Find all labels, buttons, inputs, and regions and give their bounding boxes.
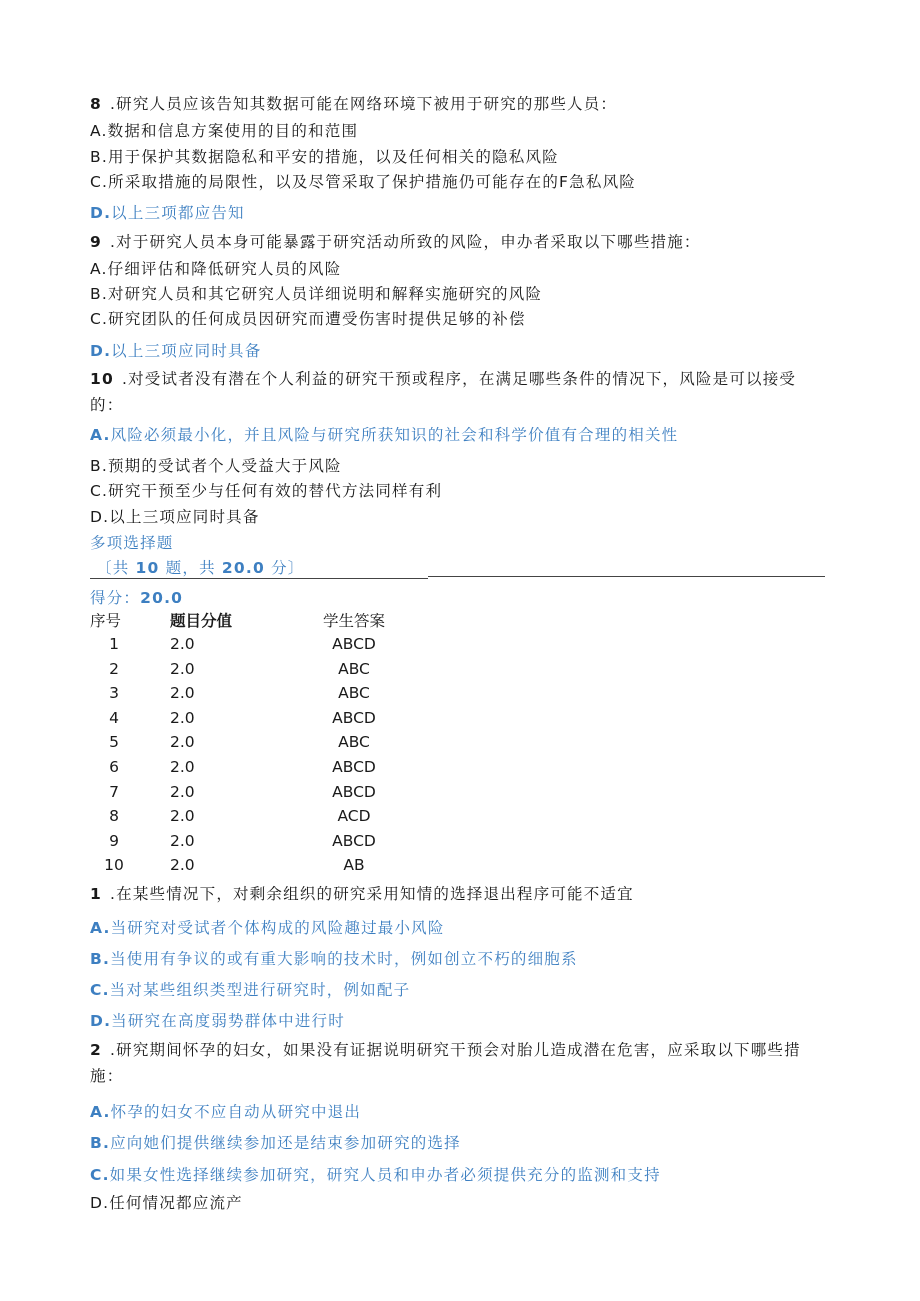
table-row [90, 758, 490, 780]
row-score: 2.0 [170, 659, 195, 678]
option-key: C. [90, 981, 110, 999]
question-text: .对受试者没有潜在个人利益的研究干预或程序，在满足哪些条件的情况下，风险是可以接受的： [90, 370, 797, 414]
row-score: 2.0 [170, 782, 195, 801]
table-row [90, 783, 490, 805]
row-answer: ABC [338, 733, 370, 752]
total-score: 20.0 [221, 559, 265, 577]
score-line [90, 586, 183, 608]
row-seq: 8 [109, 807, 119, 826]
answer-option-a [90, 423, 678, 445]
question-9 [90, 230, 701, 252]
row-score: 2.0 [170, 684, 195, 703]
option-text: 以上三项都应告知 [111, 204, 245, 222]
row-score: 2.0 [170, 831, 195, 850]
row-answer: ABCD [332, 758, 376, 776]
row-seq: 3 [109, 684, 119, 703]
row-seq: 2 [109, 659, 119, 678]
answer-option-d [90, 201, 245, 223]
question-number: 1 [90, 885, 102, 903]
question-number: 8 [90, 95, 102, 113]
table-row [90, 684, 490, 706]
option-a: A.仔细评估和降低研究人员的风险 [90, 260, 342, 278]
option-c: C.研究团队的任何成员因研究而遭受伤害时提供足够的补偿 [90, 310, 526, 328]
row-score: 2.0 [170, 635, 195, 653]
option-b: B.对研究人员和其它研究人员详细说明和解释实施研究的风险 [90, 285, 543, 303]
option-text: 风险必须最小化，并且风险与研究所获知识的社会和科学价值有合理的相关性 [110, 426, 679, 444]
score-value: 20.0 [140, 589, 184, 607]
table-row [90, 709, 490, 731]
row-score: 2.0 [170, 807, 195, 826]
question-text: .研究期间怀孕的妇女，如果没有证据说明研究干预会对胎儿造成潜在危害，应采取以下哪些措施： [90, 1041, 801, 1085]
option-text: 当对某些组织类型进行研究时，例如配子 [109, 981, 411, 999]
option-key: A. [90, 919, 111, 937]
row-answer: ABC [338, 659, 370, 678]
question-8 [90, 92, 617, 114]
option-c: C.所采取措施的局限性，以及尽管采取了保护措施仍可能存在的F急私风险 [90, 173, 636, 191]
row-answer: ABCD [332, 635, 376, 653]
option-text: 以上三项应同时具备 [111, 342, 262, 360]
option-key: D. [90, 1012, 112, 1030]
question-10 [90, 366, 820, 418]
table-header [90, 609, 490, 631]
row-seq: 5 [109, 733, 119, 752]
question-text: .在某些情况下，对剩余组织的研究采用知情的选择退出程序可能不适宜 [110, 885, 634, 903]
answer-option-a [90, 1100, 361, 1122]
option-text: 当使用有争议的或有重大影响的技术时，例如创立不朽的细胞系 [110, 950, 578, 968]
option-b: B.用于保护其数据隐私和平安的措施，以及任何相关的隐私风险 [90, 148, 559, 166]
header-answer: 学生答案 [322, 612, 385, 630]
section-subtitle [96, 556, 305, 578]
answer-option-c [90, 978, 410, 1000]
section-title: 多项选择题 [90, 534, 174, 552]
option-key: C. [90, 1166, 110, 1184]
subtitle-prefix: 〔共 [96, 559, 130, 577]
option-d: D.以上三项应同时具备 [90, 508, 260, 526]
row-seq: 10 [104, 856, 124, 875]
option-key: A. [90, 426, 111, 444]
row-answer: AB [343, 856, 365, 875]
option-key: B. [90, 950, 111, 968]
table-row [90, 856, 490, 878]
option-text: 怀孕的妇女不应自动从研究中退出 [110, 1103, 362, 1121]
row-answer: ABC [338, 684, 370, 703]
row-seq: 4 [109, 708, 119, 727]
answer-option-d [90, 339, 261, 361]
score-label: 得分： [90, 589, 141, 607]
divider-long [428, 576, 825, 577]
answer-option-b [90, 1131, 461, 1153]
divider-short [90, 578, 428, 579]
option-text: 如果女性选择继续参加研究，研究人员和申办者必须提供充分的监测和支持 [109, 1166, 661, 1184]
row-answer: ABCD [332, 782, 376, 801]
option-text: 应向她们提供继续参加还是结束参加研究的选择 [110, 1134, 461, 1152]
row-seq: 6 [109, 758, 119, 776]
row-seq: 7 [109, 782, 119, 801]
answer-option-a [90, 916, 445, 938]
option-text: 当研究对受试者个体构成的风险趣过最小风险 [110, 919, 445, 937]
option-key: D. [90, 342, 112, 360]
header-seq: 序号 [90, 612, 122, 630]
table-row [90, 660, 490, 682]
option-key: D. [90, 204, 112, 222]
option-b: B.预期的受试者个人受益大于风险 [90, 457, 342, 475]
row-score: 2.0 [170, 733, 195, 752]
table-row [90, 832, 490, 854]
row-answer: ABCD [332, 708, 376, 727]
option-d: D.任何情况都应流产 [90, 1194, 243, 1212]
table-row [90, 635, 490, 657]
question-count: 10 [135, 559, 160, 577]
question-number: 10 [90, 370, 114, 388]
table-row [90, 807, 490, 829]
header-score: 题目分值 [170, 612, 233, 630]
table-row [90, 733, 490, 755]
question-number: 9 [90, 233, 102, 251]
answer-option-d [90, 1009, 345, 1031]
option-text: 当研究在高度弱势群体中进行时 [111, 1012, 345, 1030]
question-number: 2 [90, 1041, 102, 1059]
row-score: 2.0 [170, 856, 195, 875]
row-score: 2.0 [170, 708, 195, 727]
row-seq: 1 [109, 635, 119, 653]
option-a: A.数据和信息方案使用的目的和范围 [90, 122, 359, 140]
question-text: .对于研究人员本身可能暴露于研究活动所致的风险，申办者采取以下哪些措施： [110, 233, 701, 251]
row-answer: ABCD [332, 831, 376, 850]
multi-question-2 [90, 1037, 820, 1089]
row-seq: 9 [109, 831, 119, 850]
row-score: 2.0 [170, 758, 195, 776]
row-answer: ACD [337, 807, 371, 826]
option-key: A. [90, 1103, 111, 1121]
subtitle-middle: 题，共 [165, 559, 216, 577]
answer-option-b [90, 947, 578, 969]
question-text: .研究人员应该告知其数据可能在网络环境下被用于研究的那些人员： [110, 95, 618, 113]
option-c: C.研究干预至少与任何有效的替代方法同样有利 [90, 482, 443, 500]
option-key: B. [90, 1134, 111, 1152]
subtitle-suffix: 分〕 [271, 559, 305, 577]
answer-option-c [90, 1163, 661, 1185]
multi-question-1 [90, 882, 634, 904]
